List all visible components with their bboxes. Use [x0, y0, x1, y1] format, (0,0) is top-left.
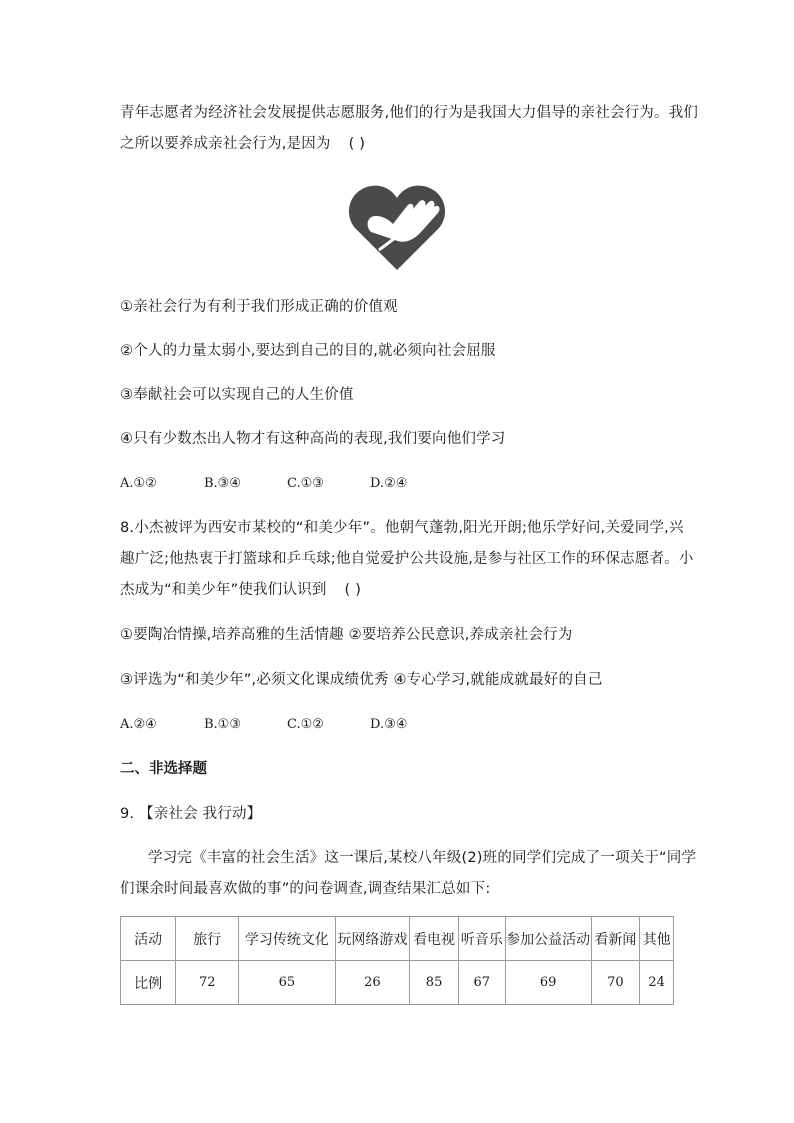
q7-choice-d[interactable]: D.②④: [370, 476, 408, 491]
table-cell: 24: [640, 961, 674, 1005]
table-cell: 26: [335, 961, 410, 1005]
q9-intro-line2: 们课余时间最喜欢做的事”的问卷调查,调查结果汇总如下:: [120, 881, 491, 897]
table-header-cell: 参加公益活动: [505, 917, 591, 961]
table-header-cell: 听音乐: [458, 917, 505, 961]
table-cell: 69: [505, 961, 591, 1005]
table-row: [121, 961, 674, 1005]
q7-stem-line2: [120, 134, 365, 154]
q7-stem-line1: 青年志愿者为经济社会发展提供志愿服务,他们的行为是我国大力倡导的亲社会行为。我们: [120, 105, 699, 121]
volunteer-heart-hand-icon: [349, 180, 445, 272]
q7-statement-3: ③奉献社会可以实现自己的人生价值: [120, 387, 354, 403]
section-title: 二、非选择题: [120, 761, 207, 777]
q8-choice-d[interactable]: D.③④: [370, 717, 408, 732]
q7-choice-a[interactable]: A.①②: [120, 476, 157, 491]
table-cell: 67: [458, 961, 505, 1005]
table-header-cell: 活动: [121, 917, 176, 961]
q8-answer-bracket: ( ): [344, 582, 362, 598]
table-cell: 85: [410, 961, 459, 1005]
table-cell: 72: [176, 961, 239, 1005]
q8-choice-c[interactable]: C.①②: [287, 717, 324, 732]
q7-choice-b[interactable]: B.③④: [204, 476, 241, 491]
q7-choice-c[interactable]: C.①③: [287, 476, 324, 491]
table-header-cell: 看新闻: [591, 917, 640, 961]
table-cell: 70: [591, 961, 640, 1005]
q8-stem-text: 杰成为“和美少年”使我们认识到: [120, 582, 327, 598]
table-header-cell: 其他: [640, 917, 674, 961]
table-header-row: [121, 917, 674, 961]
survey-table: [120, 916, 674, 1005]
table-header-cell: 看电视: [410, 917, 459, 961]
table-header-cell: 学习传统文化: [239, 917, 335, 961]
q8-stem-line2: 趣广泛;他热衷于打篮球和乒乓球;他自觉爱护公共设施,是参与社区工作的环保志愿者。小: [120, 551, 694, 567]
table-cell: 65: [239, 961, 335, 1005]
table-header-cell: 玩网络游戏: [335, 917, 410, 961]
q8-stem-line3: [120, 580, 361, 600]
q8-choice-a[interactable]: A.②④: [120, 717, 157, 732]
q7-statement-1: ①亲社会行为有利于我们形成正确的价值观: [120, 299, 398, 315]
q9-intro-line1: 学习完《丰富的社会生活》这一课后,某校八年级(2)班的同学们完成了一项关于“同学: [148, 850, 697, 866]
table-row-label: 比例: [121, 961, 176, 1005]
q8-statements-line2: ③评选为“和美少年”,必须文化课成绩优秀 ④专心学习,就能成就最好的自己: [120, 672, 603, 688]
q8-statements-line1: ①要陶冶情操,培养高雅的生活情趣 ②要培养公民意识,养成亲社会行为: [120, 627, 573, 643]
q7-statement-4: ④只有少数杰出人物才有这种高尚的表现,我们要向他们学习: [120, 431, 506, 447]
q7-statement-2: ②个人的力量太弱小,要达到自己的目的,就必须向社会屈服: [120, 343, 496, 359]
q7-answer-bracket: ( ): [348, 136, 366, 152]
q8-stem-line1: 8.小杰被评为西安市某校的“和美少年”。他朝气蓬勃,阳光开朗;他乐学好问,关爱同学,兴: [120, 520, 684, 536]
q9-heading: 9. 【亲社会 我行动】: [120, 806, 262, 822]
table-header-cell: 旅行: [176, 917, 239, 961]
q8-choice-b[interactable]: B.①③: [204, 717, 241, 732]
q7-stem-text: 之所以要养成亲社会行为,是因为: [120, 136, 331, 152]
